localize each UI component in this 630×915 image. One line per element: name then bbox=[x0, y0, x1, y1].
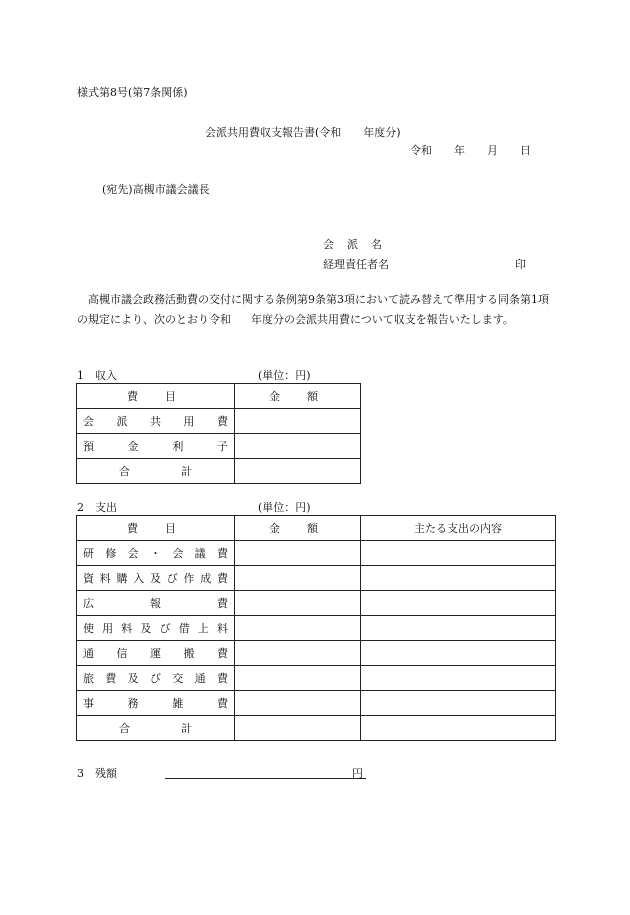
table-row bbox=[77, 641, 556, 666]
exp-amount-cell[interactable] bbox=[235, 566, 361, 591]
income-total-label: 合 計 bbox=[77, 459, 235, 484]
exp-content-cell[interactable] bbox=[361, 566, 556, 591]
title-prefix: 会派共用費収支報告書(令和 bbox=[205, 126, 342, 139]
exp-item: 事務雑費 bbox=[77, 691, 235, 716]
income-item: 会派共用費 bbox=[77, 409, 235, 434]
table-row bbox=[77, 541, 556, 566]
exp-amount-cell[interactable] bbox=[235, 541, 361, 566]
exp-amount-cell[interactable] bbox=[235, 591, 361, 616]
income-amount-cell[interactable] bbox=[235, 434, 361, 459]
balance-label: 3 残額 bbox=[77, 767, 117, 780]
income-header-amount: 金 額 bbox=[235, 384, 361, 409]
party-name-label bbox=[323, 236, 395, 252]
exp-item: 通信運搬費 bbox=[77, 641, 235, 666]
exp-total-label: 合 計 bbox=[77, 716, 235, 741]
table-header-row bbox=[77, 384, 361, 409]
income-total-cell[interactable] bbox=[235, 459, 361, 484]
expenditure-unit: (単位：円) bbox=[258, 501, 311, 514]
exp-item: 資料購入及び作成費 bbox=[77, 566, 235, 591]
date-month: 月 bbox=[487, 144, 498, 157]
balance-input-line[interactable] bbox=[165, 778, 366, 779]
table-row bbox=[77, 616, 556, 641]
expenditure-table bbox=[76, 515, 556, 741]
date-year: 年 bbox=[454, 144, 465, 157]
date-day: 日 bbox=[520, 144, 531, 157]
date-era: 令和 bbox=[410, 144, 432, 157]
addressee: (宛先)高槻市議会議長 bbox=[102, 183, 210, 196]
report-body bbox=[77, 290, 557, 330]
seal-mark: 印 bbox=[515, 258, 526, 271]
income-table bbox=[76, 383, 361, 484]
table-row bbox=[77, 591, 556, 616]
report-date bbox=[410, 142, 531, 158]
exp-total-content-cell[interactable] bbox=[361, 716, 556, 741]
table-row bbox=[77, 691, 556, 716]
table-row bbox=[77, 566, 556, 591]
income-header-item: 費 目 bbox=[77, 384, 235, 409]
table-row bbox=[77, 409, 361, 434]
exp-item: 使用料及び借上料 bbox=[77, 616, 235, 641]
exp-amount-cell[interactable] bbox=[235, 616, 361, 641]
exp-content-cell[interactable] bbox=[361, 541, 556, 566]
exp-content-cell[interactable] bbox=[361, 591, 556, 616]
table-total-row bbox=[77, 716, 556, 741]
party-char: 会 bbox=[323, 238, 334, 251]
income-amount-cell[interactable] bbox=[235, 409, 361, 434]
exp-amount-cell[interactable] bbox=[235, 641, 361, 666]
exp-content-cell[interactable] bbox=[361, 616, 556, 641]
exp-item: 広報費 bbox=[77, 591, 235, 616]
income-section-title: 1 収入 bbox=[77, 369, 117, 382]
exp-item: 研修会・会議費 bbox=[77, 541, 235, 566]
table-header-row bbox=[77, 516, 556, 541]
exp-content-cell[interactable] bbox=[361, 641, 556, 666]
exp-content-cell[interactable] bbox=[361, 666, 556, 691]
report-title bbox=[205, 124, 401, 140]
income-item: 預金利子 bbox=[77, 434, 235, 459]
exp-header-item: 費 目 bbox=[77, 516, 235, 541]
body-part2: 年度分の会派共用費について収支を報告いたします。 bbox=[251, 313, 514, 326]
exp-item: 旅費及び交通費 bbox=[77, 666, 235, 691]
exp-amount-cell[interactable] bbox=[235, 666, 361, 691]
expenditure-section-title: 2 支出 bbox=[77, 501, 117, 514]
income-unit: (単位：円) bbox=[258, 369, 311, 382]
party-char: 名 bbox=[371, 238, 382, 251]
exp-content-cell[interactable] bbox=[361, 691, 556, 716]
table-row bbox=[77, 434, 361, 459]
exp-header-amount: 金 額 bbox=[235, 516, 361, 541]
title-suffix: 年度分) bbox=[363, 126, 401, 139]
balance-unit: 円 bbox=[352, 767, 363, 780]
body-part1: 高槻市議会政務活動費の交付に関する条例第9条第3項において読み替えて準用する同条第1項の規定により、次のとおり令和 bbox=[77, 293, 549, 326]
exp-amount-cell[interactable] bbox=[235, 691, 361, 716]
party-char: 派 bbox=[347, 238, 358, 251]
exp-total-amount-cell[interactable] bbox=[235, 716, 361, 741]
form-number: 様式第8号(第7条関係) bbox=[77, 86, 188, 99]
treasurer-label: 経理責任者名 bbox=[323, 258, 389, 271]
exp-header-content: 主たる支出の内容 bbox=[361, 516, 556, 541]
table-total-row bbox=[77, 459, 361, 484]
table-row bbox=[77, 666, 556, 691]
